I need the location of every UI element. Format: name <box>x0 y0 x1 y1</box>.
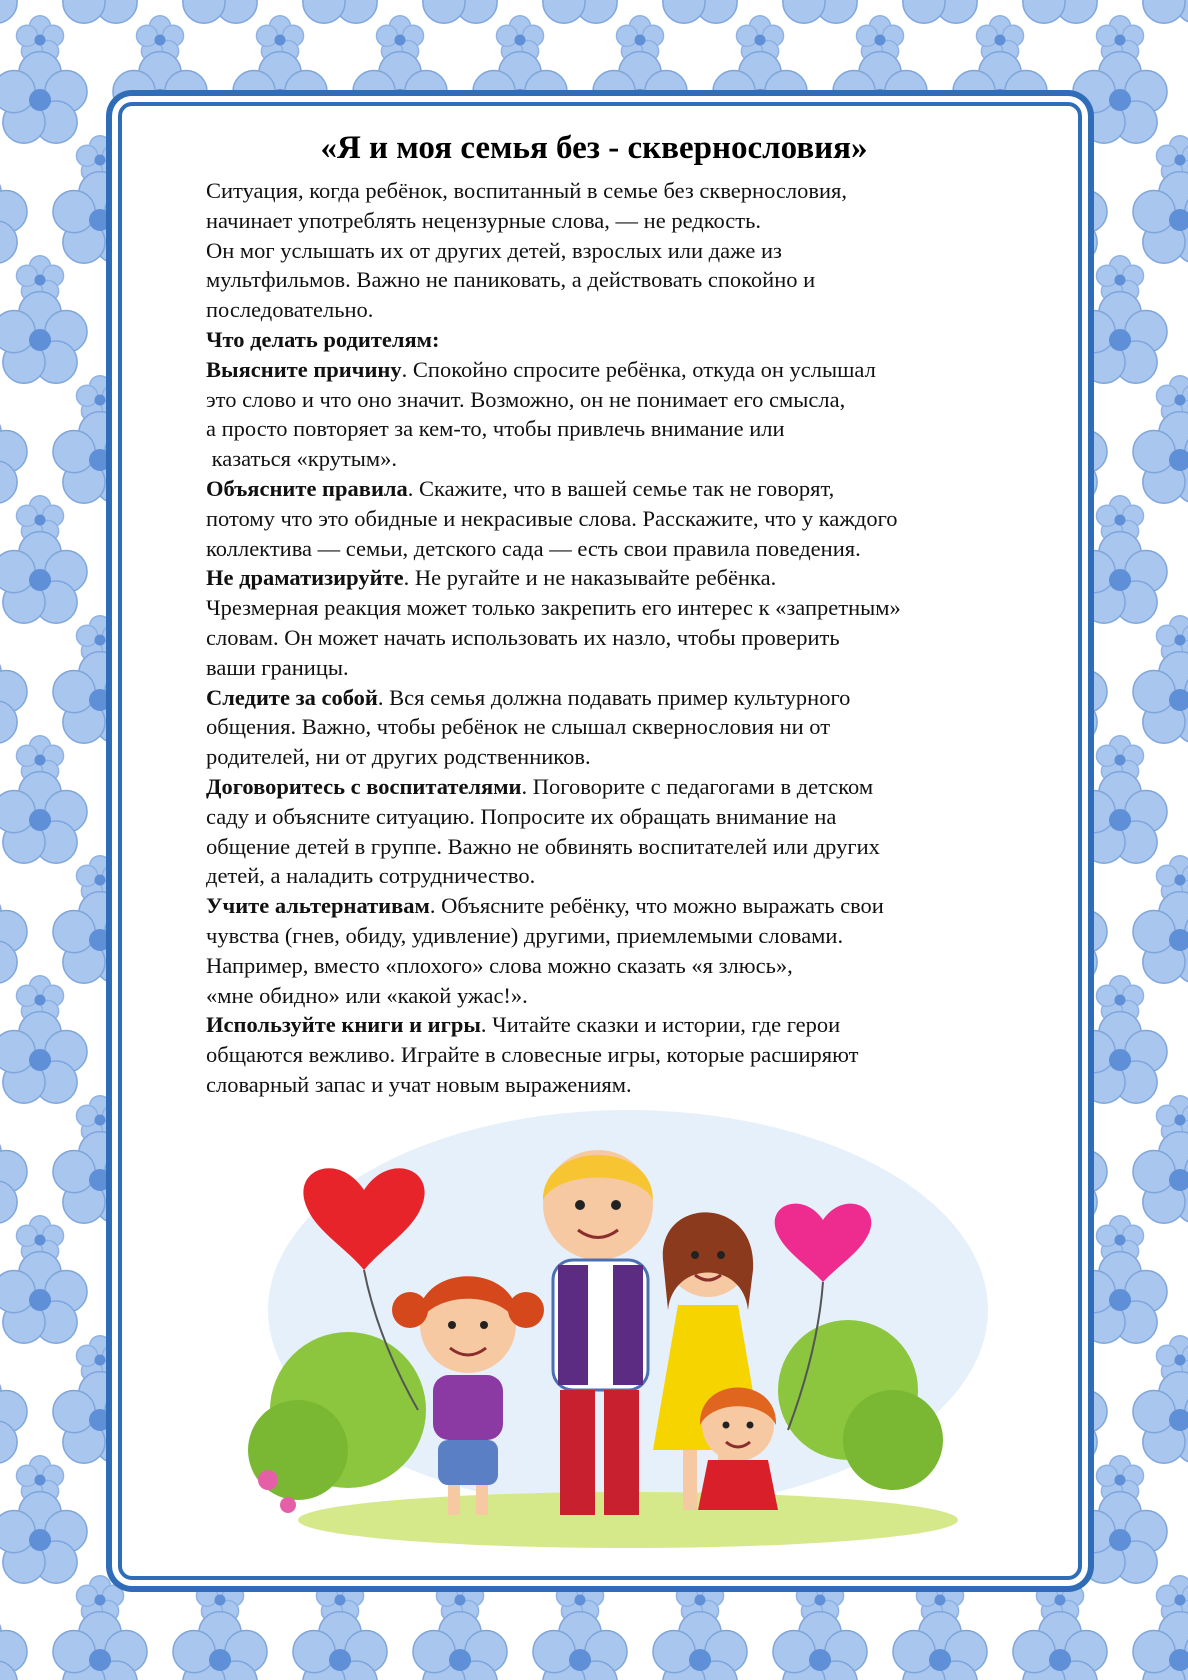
background-flower <box>0 412 27 504</box>
background-flower <box>533 1612 627 1680</box>
background-flower <box>0 532 87 624</box>
background-flower <box>1013 0 1107 23</box>
tip-line: чувства (гнев, обиду, удивление) другими, приемлемыми словами. <box>206 922 844 948</box>
flower-pink <box>258 1470 278 1490</box>
background-flower <box>0 52 87 144</box>
background-flower <box>1133 0 1188 23</box>
background-flower <box>1073 292 1167 384</box>
background-flower <box>1133 1132 1188 1224</box>
article-body <box>206 176 1026 1100</box>
intro-line: мультфильмов. Важно не паниковать, а действовать спокойно и <box>206 267 816 293</box>
background-flower <box>53 1612 147 1680</box>
background-flower <box>1073 532 1167 624</box>
background-flower <box>0 1252 87 1344</box>
background-flower <box>293 0 387 23</box>
background-flower <box>0 0 27 23</box>
tip-line: общение детей в группе. Важно не обвинять воспитателей или других <box>206 833 880 859</box>
family-illustration <box>228 1110 1028 1550</box>
background-flower <box>1133 172 1188 264</box>
bush-right-2 <box>843 1390 943 1490</box>
tip-line: саду и объясните ситуацию. Попросите их обращать внимание на <box>206 803 837 829</box>
tip-line: коллектива — семьи, детского сада — есть свои правила поведения. <box>206 535 861 561</box>
tip-line: Следите за собой. Вся семья должна подавать пример культурного <box>206 684 851 710</box>
intro-line: последовательно. <box>206 297 374 323</box>
tip-line: а просто повторяет за кем-то, чтобы привлечь внимание или <box>206 416 785 442</box>
background-flower <box>533 0 627 23</box>
page-title: «Я и моя семья без - сквернословия» <box>320 130 868 166</box>
intro-line: начинает употреблять нецензурные слова, — не редкость. <box>206 207 762 233</box>
background-flower <box>773 1612 867 1680</box>
background-flower <box>0 1612 27 1680</box>
background-flower <box>1073 1492 1167 1584</box>
background-flower <box>1073 772 1167 864</box>
background-flower <box>1133 412 1188 504</box>
tip-line: общения. Важно, чтобы ребёнок не слышал сквернословия ни от <box>206 714 831 740</box>
tip-heading: Договоритесь с воспитателями <box>206 773 522 799</box>
tip-line: «мне обидно» или «какой ужас!». <box>206 982 528 1008</box>
background-flower <box>0 1372 27 1464</box>
tip-line: это слово и что оно значит. Возможно, он не понимает его смысла, <box>206 386 846 412</box>
background-flower <box>1073 1252 1167 1344</box>
tip-line: казаться «крутым». <box>206 446 397 472</box>
background-flower <box>1013 1612 1107 1680</box>
background-flower <box>0 772 87 864</box>
background-flower <box>893 1612 987 1680</box>
background-flower <box>173 0 267 23</box>
tip-heading: Следите за собой <box>206 684 378 710</box>
tip-heading: Выясните причину <box>206 356 402 382</box>
tip-line: словам. Он может начать использовать их назло, чтобы проверить <box>206 624 840 650</box>
tip-heading: Не драматизируйте <box>206 565 404 591</box>
intro-line: Ситуация, когда ребёнок, воспитанный в семье без сквернословия, <box>206 178 847 203</box>
background-flower <box>893 0 987 23</box>
background-flower <box>1073 1012 1167 1104</box>
tip-line: Например, вместо «плохого» слова можно сказать «я злюсь», <box>206 952 793 978</box>
background-flower <box>1133 652 1188 744</box>
background-flower <box>0 292 87 384</box>
background-flower <box>1133 1612 1188 1680</box>
background-flower <box>1073 52 1167 144</box>
tip-line: Выясните причину. Спокойно спросите ребёнка, откуда он услышал <box>206 356 876 382</box>
background-flower <box>653 1612 747 1680</box>
background-flower <box>0 1012 87 1104</box>
tip-line: Договоритесь с воспитателями. Поговорите с педагогами в детском <box>206 773 874 799</box>
background-flower <box>413 1612 507 1680</box>
tip-heading: Используйте книги и игры <box>206 1012 481 1038</box>
background-flower <box>653 0 747 23</box>
background-flower <box>0 892 27 984</box>
background-flower <box>0 652 27 744</box>
background-flower <box>173 1612 267 1680</box>
background-flower <box>773 0 867 23</box>
background-flower <box>413 0 507 23</box>
background-flower <box>293 1612 387 1680</box>
background-flower <box>0 172 27 264</box>
tip-heading: Объясните правила <box>206 475 408 501</box>
intro-line: Он мог услышать их от других детей, взрослых или даже из <box>206 237 782 263</box>
tip-line: ваши границы. <box>206 654 349 680</box>
tip-line: Не драматизируйте. Не ругайте и не наказывайте ребёнка. <box>206 565 777 591</box>
flower-pink <box>280 1497 296 1513</box>
tip-line: Учите альтернативам. Объясните ребёнку, что можно выражать свои <box>206 893 884 919</box>
tip-line: потому что это обидные и некрасивые слова. Расскажите, что у каждого <box>206 505 898 531</box>
tip-line: детей, а наладить сотрудничество. <box>206 863 536 889</box>
background-flower <box>0 1132 27 1224</box>
background-flower <box>1133 1372 1188 1464</box>
background-flower <box>0 1492 87 1584</box>
tip-line: родителей, ни от других родственников. <box>206 744 591 770</box>
tip-line: Объясните правила. Скажите, что в вашей семье так не говорят, <box>206 475 835 501</box>
section-heading: Что делать родителям: <box>206 326 440 352</box>
tip-line: Используйте книги и игры. Читайте сказки и истории, где герои <box>206 1012 841 1038</box>
tip-line: словарный запас и учат новым выражениям. <box>206 1071 632 1097</box>
tip-line: Чрезмерная реакция может только закрепить его интерес к «запретным» <box>206 595 901 621</box>
background-flower <box>1133 892 1188 984</box>
tip-line: общаются вежливо. Играйте в словесные игры, которые расширяют <box>206 1042 859 1068</box>
background-flower <box>53 0 147 23</box>
tip-heading: Учите альтернативам <box>206 893 430 919</box>
